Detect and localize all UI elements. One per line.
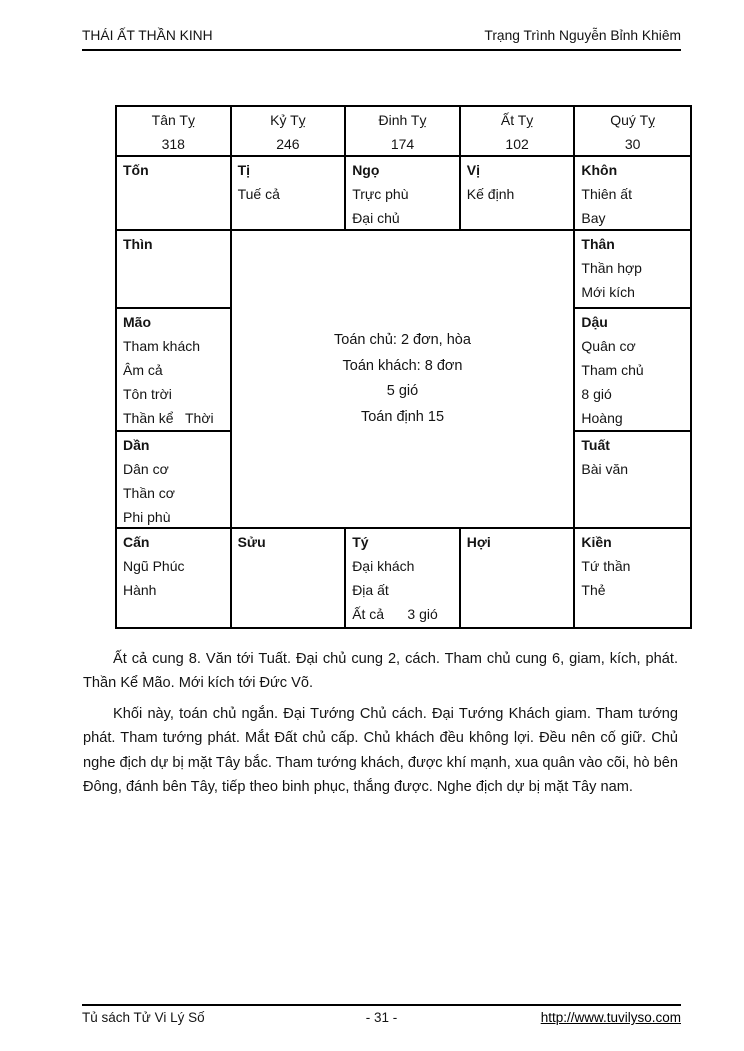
cell-text-line: Hành	[123, 582, 157, 598]
palace-cell-can	[117, 529, 232, 627]
year-value: 30	[624, 136, 641, 152]
palace-title: Tốn	[123, 162, 149, 178]
cell-text-line: 8 gió	[581, 386, 612, 402]
cell-text-line: Mới kích	[581, 284, 635, 300]
palace-cell-than	[575, 231, 690, 309]
year-value: 174	[390, 136, 415, 152]
palace-title: Sửu	[237, 534, 266, 550]
cell-text-line: 5 gió	[386, 383, 419, 399]
palace-title: Mão	[123, 314, 151, 330]
palace-title: Vị	[466, 162, 481, 178]
palace-lines	[352, 182, 455, 230]
palace-lines	[123, 554, 226, 602]
palace-cell-thin	[117, 231, 232, 309]
cell-text-line: Trực phù	[352, 186, 409, 202]
year-cell-tan-ty	[117, 107, 232, 157]
cell-text-line: Địa ất	[352, 582, 389, 598]
cell-text-line: Ất cả 3 gió	[352, 606, 438, 622]
footer-website-link[interactable]: http://www.tuvilyso.com	[540, 1010, 681, 1025]
year-cell-dinh-ty	[346, 107, 461, 157]
year-name: Đinh Tỵ	[378, 112, 427, 128]
cell-text-line: Âm cả	[123, 362, 163, 378]
year-name: Ất Tỵ	[500, 112, 534, 128]
center-calculation-cell	[232, 231, 576, 529]
palace-title: Tị	[237, 162, 251, 178]
year-name: Tân Tỵ	[151, 112, 195, 128]
palace-cell-ton	[117, 157, 232, 231]
cell-text-line: Tôn trời	[123, 386, 172, 402]
header-book-title: THÁI ẤT THẦN KINH	[82, 28, 213, 43]
palace-lines	[123, 457, 226, 529]
cell-text-line: Tuế cả	[237, 186, 280, 202]
palace-title: Dần	[123, 437, 150, 453]
year-name: Quý Tỵ	[610, 112, 656, 128]
palace-title: Cấn	[123, 534, 150, 550]
year-value: 246	[276, 136, 300, 152]
cell-text-line: Thiên ất	[581, 186, 632, 202]
cell-text-line: Tứ thần	[581, 558, 631, 574]
cell-text-line: Tham khách	[123, 338, 201, 354]
cell-text-line: Bài văn	[581, 461, 629, 477]
cell-text-line: Dân cơ	[123, 461, 169, 477]
cell-text-line: Phi phù	[123, 509, 171, 525]
palace-title: Kiền	[581, 534, 612, 550]
palace-cell-dau	[575, 309, 690, 432]
palace-lines	[581, 334, 686, 430]
thai-at-chart-table	[115, 105, 692, 629]
cell-text-line: Đại khách	[352, 558, 415, 574]
palace-lines	[581, 554, 686, 602]
palace-title: Thân	[581, 236, 615, 252]
palace-cell-khon	[575, 157, 690, 231]
header-author: Trạng Trình Nguyễn Bỉnh Khiêm	[484, 28, 681, 43]
palace-cell-kien	[575, 529, 690, 627]
page-footer	[82, 1004, 681, 1025]
year-cell-quy-ty	[575, 107, 690, 157]
commentary-text	[83, 647, 678, 805]
palace-lines	[467, 182, 570, 206]
palace-cell-ti	[232, 157, 347, 231]
palace-lines	[581, 182, 686, 230]
cell-text-line: Tham chủ	[581, 362, 644, 378]
palace-title: Tuất	[581, 437, 610, 453]
paragraph-2: Khối này, toán chủ ngắn. Đại Tướng Chủ cách. Đại Tướng Khách giam. Tham tướng phát. Tham tướng phát. Mắt Đất chủ cấp. Chủ khách đều không lợi. Đều nên cố giữ. Chủ nghe địch dự bị mặt Tây bắc. Tham tướng khách, được khí mạnh, xua quân vào cõi, hò bên Đông, đánh bên Tây, tiếp theo binh phục, thắng được. Nghe địch dự bị mặt Tây nam.	[83, 705, 678, 796]
year-value: 102	[505, 136, 529, 152]
palace-lines	[123, 334, 226, 430]
palace-lines	[238, 182, 341, 206]
palace-title: Khôn	[581, 162, 618, 178]
cell-text-line: Thần hợp	[581, 260, 642, 276]
palace-cell-vi	[461, 157, 576, 231]
year-name: Kỷ Tỵ	[270, 112, 306, 128]
footer-page-number: - 31 -	[365, 1010, 398, 1025]
cell-text-line: Bay	[581, 210, 606, 226]
palace-title: Ngọ	[352, 162, 380, 178]
paragraph-1: Ất cả cung 8. Văn tới Tuất. Đại chủ cung 2, cách. Tham chủ cung 6, giam, kích, phát. Thần Kể Mão. Mới kích tới Đức Võ.	[83, 651, 678, 692]
cell-text-line: Toán khách: 8 đơn	[342, 357, 463, 374]
palace-cell-dan	[117, 432, 232, 529]
palace-title: Dậu	[581, 314, 608, 330]
palace-cell-mao	[117, 309, 232, 432]
footer-series-title: Tủ sách Tử Vi Lý Số	[82, 1010, 205, 1025]
cell-text-line: Thần cơ	[123, 485, 175, 501]
cell-text-line: Thẻ	[581, 582, 606, 598]
year-value: 318	[161, 136, 185, 152]
cell-text-line: Hoàng	[581, 410, 623, 426]
palace-lines	[581, 457, 686, 481]
palace-title: Hợi	[466, 534, 491, 550]
cell-text-line: Quân cơ	[581, 338, 636, 354]
palace-lines	[352, 554, 455, 626]
palace-title: Tý	[352, 534, 369, 550]
palace-title: Thìn	[123, 236, 153, 252]
cell-text-line: Ngũ Phúc	[123, 558, 185, 574]
cell-text-line: Toán chủ: 2 đơn, hòa	[334, 332, 471, 348]
palace-lines	[581, 256, 686, 304]
palace-cell-suu	[232, 529, 347, 627]
palace-cell-ngo	[346, 157, 461, 231]
cell-text-line: Đại chủ	[352, 210, 400, 226]
page-header	[82, 28, 681, 51]
cell-text-line: Kế định	[466, 186, 515, 202]
year-cell-ky-ty	[232, 107, 347, 157]
year-cell-at-ty	[461, 107, 576, 157]
cell-text-line: Thần kể Thời	[123, 410, 214, 426]
cell-text-line: Toán định 15	[360, 408, 445, 425]
palace-cell-hoi	[461, 529, 576, 627]
palace-cell-ty	[346, 529, 461, 627]
palace-cell-tuat	[575, 432, 690, 529]
